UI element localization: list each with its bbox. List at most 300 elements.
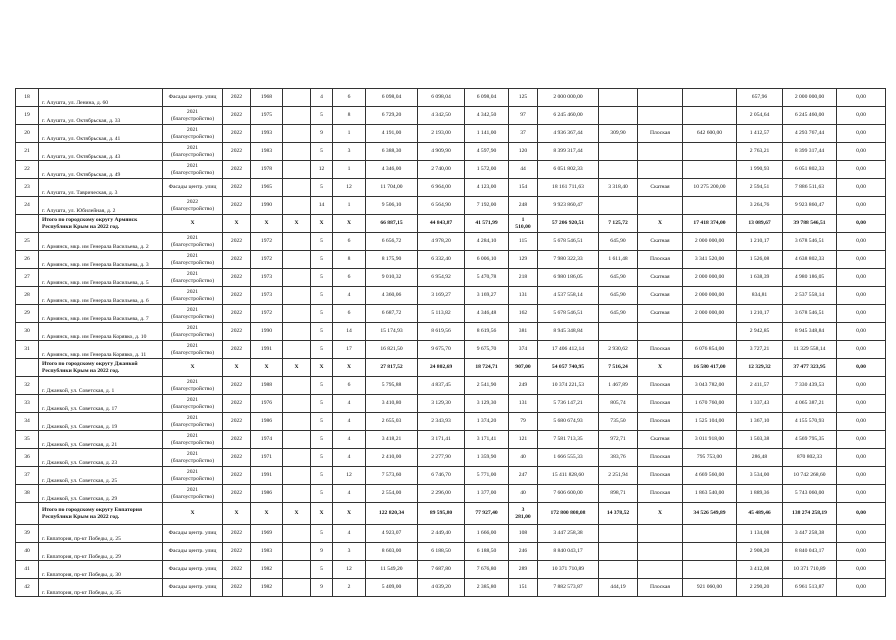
cell-total-area: 9 010,32 [366,269,418,287]
cell-other-cost: 0,00 [837,251,886,269]
cell-total-area: 2 554,00 [366,485,418,503]
cell-roof-area [599,161,638,179]
cell-other-cost: 0,00 [837,125,886,143]
table-row [16,395,886,413]
table-row [16,197,886,215]
cell-roof-cost: 10 275 200,00 [683,179,737,197]
cell-row-number: 26 [16,251,39,269]
cell-blank [283,305,311,323]
cell-row-number: 27 [16,269,39,287]
cell-entrances: 12 [333,561,366,579]
cell-plan-year: 2022 [223,395,251,413]
cell-address: г. Евпатория, пр-кт Победы, д. 25 [39,525,163,543]
cell-row-number: 33 [16,395,39,413]
cell-facade-cost: 3 678 546,51 [783,233,837,251]
cell-other-cost: 0,00 [837,359,886,377]
cell-cost-per-sqm: 2 763,21 [737,143,783,161]
cell-roof-area: 14 378,52 [599,503,638,525]
cell-total-area: 6 687,72 [366,305,418,323]
cell-facade-cost: 39 788 546,51 [783,215,837,233]
cell-total-cost: 3 447 258,38 [538,525,599,543]
cell-entrances: 8 [333,251,366,269]
cell-floors: 5 [311,395,333,413]
cell-roof-cost: 6 076 854,00 [683,341,737,359]
cell-facade-cost: 4 065 387,21 [783,395,837,413]
cell-plan-year: 2022 [223,233,251,251]
cell-residents: 907,00 [509,359,538,377]
cell-residential-area: 4 342,50 [465,107,509,125]
cell-address: г. Евпатория, пр-кт Победы, д. 35 [39,579,163,597]
cell-living-area: 24 802,69 [418,359,465,377]
cell-plan-year: 2022 [223,431,251,449]
cell-cost-per-sqm: 13 089,67 [737,215,783,233]
cell-build-year: 1972 [251,251,283,269]
cell-work-type: Фасады центр. улиц [163,543,223,561]
cell-total-area: 4 191,00 [366,125,418,143]
cell-roof-type: Плоская [638,251,683,269]
cell-roof-type: Плоская [638,377,683,395]
cell-cost-per-sqm: 2 942,85 [737,323,783,341]
cell-cost-per-sqm: 1 638,39 [737,269,783,287]
cell-total-cost: 8 945 348,84 [538,323,599,341]
cell-roof-area: 7 125,72 [599,215,638,233]
cell-facade-cost: 7 330 439,53 [783,377,837,395]
cell-roof-type: Скатная [638,179,683,197]
cell-plan-year: 2022 [223,341,251,359]
cell-floors: 5 [311,179,333,197]
cell-other-cost: 0,00 [837,467,886,485]
cell-roof-area [599,525,638,543]
cell-floors: 5 [311,107,333,125]
cell-facade-cost: 37 477 323,95 [783,359,837,377]
cell-address: г. Джанкой, ул. Советская, д. 21 [39,431,163,449]
cell-roof-cost [683,161,737,179]
cell-total-area: 5 409,00 [366,579,418,597]
cell-roof-cost: 795 753,00 [683,449,737,467]
cell-roof-area: 805,74 [599,395,638,413]
cell-blank [283,179,311,197]
cell-roof-type [638,89,683,107]
cell-residential-area: 4 346,48 [465,305,509,323]
table-row [16,449,886,467]
cell-living-area: 2 343,93 [418,413,465,431]
cell-floors: 5 [311,233,333,251]
cell-facade-cost: 8 840 043,17 [783,543,837,561]
cell-build-year: X [251,359,283,377]
cell-roof-cost [683,89,737,107]
cell-plan-year: 2022 [223,413,251,431]
cell-blank [283,467,311,485]
cell-total-cost: 7 882 573,87 [538,579,599,597]
cell-roof-cost: 3 043 782,00 [683,377,737,395]
cell-row-number: 34 [16,413,39,431]
cell-total-area: 3 418,21 [366,431,418,449]
cell-cost-per-sqm: 45 489,46 [737,503,783,525]
cell-total-cost: 2 000 000,00 [538,89,599,107]
cell-roof-type [638,525,683,543]
cell-blank [283,269,311,287]
cell-row-number: 39 [16,525,39,543]
cell-living-area: 4 342,50 [418,107,465,125]
cell-roof-cost [683,543,737,561]
cell-address: г. Алушта, ул. Юбилейная, д. 2 [39,197,163,215]
cell-cost-per-sqm: 2 594,51 [737,179,783,197]
cell-work-type: 2021 (благоустройство) [163,233,223,251]
cell-row-number [16,215,39,233]
cell-residential-area: 5 470,78 [465,269,509,287]
cell-work-type: X [163,359,223,377]
cell-living-area: 2 193,00 [418,125,465,143]
cell-living-area: 6 332,40 [418,251,465,269]
cell-build-year: 1986 [251,413,283,431]
cell-entrances: 1 [333,197,366,215]
cell-blank [283,341,311,359]
cell-total-area: 2 410,00 [366,449,418,467]
cell-total-cost: 8 840 043,17 [538,543,599,561]
cell-total-area: 6 098,04 [366,89,418,107]
cell-cost-per-sqm: 3 534,00 [737,467,783,485]
cell-roof-cost: 2 000 000,00 [683,305,737,323]
cell-work-type: 2021 (благоустройство) [163,251,223,269]
cell-address: г. Алушта, ул. Таврическая, д. 3 [39,179,163,197]
cell-other-cost: 0,00 [837,543,886,561]
cell-facade-cost: 3 447 258,38 [783,525,837,543]
cell-build-year: 1972 [251,305,283,323]
cell-living-area: 3 129,30 [418,395,465,413]
cell-plan-year: 2022 [223,89,251,107]
cell-facade-cost: 8 945 348,84 [783,323,837,341]
cell-row-number: 38 [16,485,39,503]
cell-residential-area: 1 359,90 [465,449,509,467]
cell-blank [283,377,311,395]
cell-cost-per-sqm: 1 526,08 [737,251,783,269]
cell-total-cost: 6 245 460,00 [538,107,599,125]
cell-roof-type [638,161,683,179]
cell-floors: 5 [311,561,333,579]
cell-work-type: 2021 (благоустройство) [163,341,223,359]
cell-roof-type: Плоская [638,467,683,485]
cell-plan-year: 2022 [223,449,251,467]
cell-row-number: 21 [16,143,39,161]
cell-blank [283,431,311,449]
cell-total-cost: 5 678 546,51 [538,305,599,323]
cell-living-area: 7 687,80 [418,561,465,579]
cell-floors: 5 [311,269,333,287]
table-row [16,305,886,323]
cell-other-cost: 0,00 [837,107,886,125]
cell-work-type: Фасады центр. улиц [163,89,223,107]
cell-total-cost: 57 206 920,51 [538,215,599,233]
cell-roof-area [599,323,638,341]
cell-work-type: Фасады центр. улиц [163,579,223,597]
cell-residents: 151 [509,579,538,597]
cell-row-number: 18 [16,89,39,107]
cell-roof-cost: 1 525 104,00 [683,413,737,431]
cell-facade-cost: 7 886 511,63 [783,179,837,197]
cell-roof-type [638,107,683,125]
cell-living-area: 4 978,20 [418,233,465,251]
cell-plan-year: 2022 [223,143,251,161]
cell-blank [283,525,311,543]
cell-roof-type: Плоская [638,449,683,467]
cell-total-cost: 172 800 808,08 [538,503,599,525]
cell-plan-year: 2022 [223,485,251,503]
cell-roof-type [638,561,683,579]
cell-blank [283,395,311,413]
cell-cost-per-sqm: 286,48 [737,449,783,467]
cell-row-number: 42 [16,579,39,597]
cell-roof-area: 898,71 [599,485,638,503]
cell-total-cost: 5 678 546,51 [538,233,599,251]
cell-work-type: Фасады центр. улиц [163,525,223,543]
cell-floors: 5 [311,341,333,359]
cell-work-type: 2021 (благоустройство) [163,431,223,449]
cell-address: г. Джанкой, ул. Советская, д. 1 [39,377,163,395]
cell-entrances: 1 [333,161,366,179]
cell-total-area: 11 549,20 [366,561,418,579]
cell-work-type: 2021 (благоустройство) [163,485,223,503]
cell-roof-cost: 16 580 417,00 [683,359,737,377]
cell-residents: 129 [509,251,538,269]
cell-residential-area: 8 619,56 [465,323,509,341]
cell-residential-area: 1 572,00 [465,161,509,179]
cell-address: г. Джанкой, ул. Советская, д. 23 [39,449,163,467]
cell-living-area: 4 039,20 [418,579,465,597]
cell-entrances: 3 [333,543,366,561]
cell-row-number: 25 [16,233,39,251]
cell-roof-area [599,143,638,161]
cell-total-cost: 5 680 674,93 [538,413,599,431]
cell-work-type: X [163,215,223,233]
cell-cost-per-sqm: 1 503,38 [737,431,783,449]
cell-address: г. Алушта, ул. Октябрьская, д. 33 [39,107,163,125]
cell-residential-area: 18 724,71 [465,359,509,377]
cell-build-year: X [251,215,283,233]
cell-build-year: 1991 [251,341,283,359]
cell-entrances: 12 [333,467,366,485]
cell-total-cost: 4 537 558,14 [538,287,599,305]
cell-cost-per-sqm: 657,96 [737,89,783,107]
cell-floors: 5 [311,377,333,395]
cell-address: г. Армянск, мкр. им Генерала Васильева, д. 7 [39,305,163,323]
cell-plan-year: 2022 [223,179,251,197]
cell-blank [283,323,311,341]
cell-other-cost: 0,00 [837,431,886,449]
cell-cost-per-sqm: 2 290,20 [737,579,783,597]
cell-entrances: X [333,359,366,377]
cell-roof-area: 645,90 [599,305,638,323]
cell-entrances: 4 [333,525,366,543]
cell-facade-cost: 4 638 802,33 [783,251,837,269]
cell-build-year: 1993 [251,125,283,143]
cell-residents: 97 [509,107,538,125]
table-row [16,233,886,251]
cell-blank [283,197,311,215]
cell-roof-cost: 921 060,00 [683,579,737,597]
cell-build-year: 1975 [251,107,283,125]
cell-roof-type: X [638,359,683,377]
cell-total-area: 4 346,00 [366,161,418,179]
cell-floors: X [311,215,333,233]
cell-total-cost: 7 606 600,00 [538,485,599,503]
cell-roof-cost [683,561,737,579]
cell-roof-type: Скатная [638,269,683,287]
cell-facade-cost: 4 293 767,44 [783,125,837,143]
cell-plan-year: 2022 [223,197,251,215]
cell-address: г. Армянск, мкр. им Генерала Васильева, д. 5 [39,269,163,287]
cell-total-cost: 15 411 828,60 [538,467,599,485]
table-row [16,579,886,597]
cell-build-year: 1976 [251,395,283,413]
cell-work-type: 2021 (благоустройство) [163,143,223,161]
cell-build-year: 1990 [251,323,283,341]
cell-work-type: 2021 (благоустройство) [163,377,223,395]
cell-living-area: 8 619,56 [418,323,465,341]
cell-build-year: 1988 [251,377,283,395]
cell-total-area: 122 820,34 [366,503,418,525]
cell-entrances: 6 [333,269,366,287]
cell-roof-type: Плоская [638,485,683,503]
table-row [16,525,886,543]
cell-residential-area: 4 123,00 [465,179,509,197]
cell-address: г. Армянск, мкр. им Генерала Корявко, д. 11 [39,341,163,359]
cell-floors: 5 [311,251,333,269]
cell-roof-type [638,143,683,161]
cell-entrances: 12 [333,179,366,197]
cell-build-year: 1983 [251,143,283,161]
cell-plan-year: 2022 [223,525,251,543]
cell-build-year: 1978 [251,161,283,179]
cell-roof-type: Плоская [638,395,683,413]
cell-blank: X [283,503,311,525]
table-row [16,161,886,179]
cell-roof-type: Скатная [638,287,683,305]
cell-residents: 115 [509,233,538,251]
cell-living-area: 6 746,70 [418,467,465,485]
cell-total-cost: 54 057 740,95 [538,359,599,377]
cell-facade-cost: 2 537 558,14 [783,287,837,305]
cell-residential-area: 6 006,10 [465,251,509,269]
cell-entrances: 6 [333,305,366,323]
cell-residents: 154 [509,179,538,197]
cell-address: г. Армянск, мкр. им Генерала Васильева, д. 2 [39,233,163,251]
cell-total-area: 3 410,80 [366,395,418,413]
cell-work-type: 2021 (благоустройство) [163,413,223,431]
cell-roof-area: 645,90 [599,287,638,305]
cell-blank: X [283,215,311,233]
cell-plan-year: 2022 [223,161,251,179]
cell-living-area: 6 964,00 [418,179,465,197]
cell-blank [283,107,311,125]
cell-residents: 37 [509,125,538,143]
table-row [16,125,886,143]
cell-address: г. Джанкой, ул. Советская, д. 29 [39,485,163,503]
cell-plan-year: 2022 [223,467,251,485]
cell-cost-per-sqm: 1 889,36 [737,485,783,503]
cell-entrances: 4 [333,395,366,413]
cell-entrances: X [333,503,366,525]
cell-residents: 120 [509,143,538,161]
cell-blank [283,485,311,503]
cell-roof-type: X [638,503,683,525]
cell-row-number [16,359,39,377]
cell-cost-per-sqm: 1 210,17 [737,305,783,323]
cell-facade-cost: 4 980 186,05 [783,269,837,287]
cell-blank [283,161,311,179]
cell-work-type: 2021 (благоустройство) [163,287,223,305]
cell-work-type: 2022 (благоустройство) [163,197,223,215]
cell-residents: 131 [509,395,538,413]
table-row [16,431,886,449]
cell-build-year: 1972 [251,233,283,251]
cell-floors: 5 [311,525,333,543]
cell-floors: 5 [311,431,333,449]
cell-row-number: 36 [16,449,39,467]
cell-plan-year: X [223,215,251,233]
cell-roof-cost: 642 600,00 [683,125,737,143]
cell-floors: 5 [311,143,333,161]
cell-total-cost: 4 936 367,44 [538,125,599,143]
cell-total-area: 16 821,50 [366,341,418,359]
cell-build-year: 1991 [251,467,283,485]
cell-cost-per-sqm: 12 329,32 [737,359,783,377]
cell-other-cost: 0,00 [837,449,886,467]
cell-floors: 5 [311,323,333,341]
cell-residential-area: 3 171,41 [465,431,509,449]
cell-total-area: 2 655,03 [366,413,418,431]
cell-floors: 9 [311,579,333,597]
cell-residents: 121 [509,431,538,449]
cell-row-number: 20 [16,125,39,143]
cell-plan-year: 2022 [223,269,251,287]
cell-blank [283,449,311,467]
cell-address: Итого по городскому округу Джанкой Республики Крым на 2022 год. [39,359,163,377]
cell-other-cost: 0,00 [837,143,886,161]
cell-residential-area: 3 129,30 [465,395,509,413]
cell-row-number: 30 [16,323,39,341]
cell-blank [283,579,311,597]
cell-total-cost: 18 161 711,63 [538,179,599,197]
cell-cost-per-sqm: 3 412,08 [737,561,783,579]
cell-residents: 131 [509,287,538,305]
cell-floors: 12 [311,161,333,179]
cell-roof-cost: 1 863 540,00 [683,485,737,503]
cell-roof-cost: 4 669 560,00 [683,467,737,485]
cell-floors: 5 [311,449,333,467]
cell-residents: 3 281,00 [509,503,538,525]
table-row [16,377,886,395]
cell-roof-cost: 17 418 374,00 [683,215,737,233]
housing-repair-table [15,88,886,597]
cell-living-area: 6 954,92 [418,269,465,287]
cell-plan-year: X [223,359,251,377]
cell-roof-area: 735,50 [599,413,638,431]
cell-row-number: 35 [16,431,39,449]
cell-roof-type: Плоская [638,125,683,143]
table-row [16,561,886,579]
cell-other-cost: 0,00 [837,413,886,431]
cell-floors: 14 [311,197,333,215]
cell-row-number: 32 [16,377,39,395]
cell-build-year: 1973 [251,269,283,287]
table-row [16,89,886,107]
cell-row-number: 28 [16,287,39,305]
cell-roof-area [599,543,638,561]
cell-roof-type: X [638,215,683,233]
subtotal-row [16,215,886,233]
cell-plan-year: 2022 [223,543,251,561]
cell-cost-per-sqm: 3 727,21 [737,341,783,359]
